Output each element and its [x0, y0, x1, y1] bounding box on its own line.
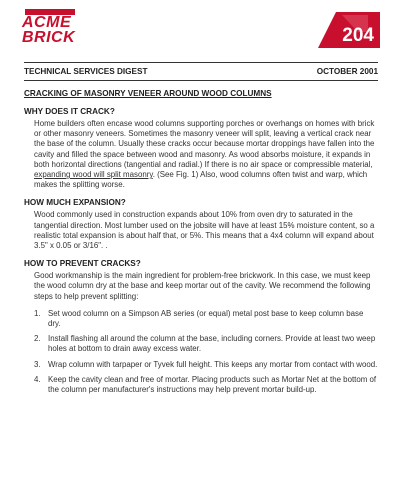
section-text-why: [34, 119, 378, 190]
section-heading-prevent: HOW TO PREVENT CRACKS?: [24, 259, 141, 269]
digest-number-badge: [318, 12, 380, 48]
step-number: 3.: [34, 359, 41, 369]
header-row: [24, 67, 378, 76]
step-number: 1.: [34, 308, 41, 318]
section-text-how-much: Wood commonly used in construction expands about 10% from oven dry to saturated in the tangential direction. Most lumber used on the jobsite will have at least 15% moisture content, so a realistic total expansion is about half that, or 5%. This means that a 4x4 column will expand about 3.5" x 0.05 or 3/16". .: [34, 210, 375, 251]
prevention-steps-list: [24, 309, 378, 395]
document-body: [24, 106, 378, 400]
why-text-underlined: expanding wood will split masonry: [34, 170, 153, 180]
digest-number: 204: [342, 25, 374, 46]
step-number: 2.: [34, 334, 41, 344]
acme-brick-logo: [22, 9, 88, 45]
list-item: [34, 308, 378, 329]
step-text: Set wood column on a Simpson AB series (or equal) metal post base to keep column base dry.: [48, 308, 364, 329]
logo-line-1: ACME: [22, 14, 72, 31]
step-number: 4.: [34, 374, 41, 384]
list-item: [34, 359, 378, 370]
why-text-part-1: Home builders often encase wood columns supporting porches or overhangs on homes with brick or other masonry veneers. Sometimes the masonry veneer will split, leaving a vertical crack near the base of the column. Usually these cracks occur because mortar droppings have fallen into the cavity and filled the space between wood and masonry. As wood absorbs moisture, it expands in both horizontal directions (tangential and radial.) If there is no air space or compressible material,: [34, 119, 375, 169]
section-text-prevent: Good workmanship is the main ingredient for problem-free brickwork. In this case, we must keep the wood column dry at the base and keep mortar out of the cavity. We recommend the following steps to help prevent splitting:: [34, 271, 371, 301]
section-heading-how-much: HOW MUCH EXPANSION?: [24, 198, 126, 208]
digest-date: OCTOBER 2001: [316, 67, 378, 76]
why-text-part-2: . (See Fig. 1) Also, wood columns often twist and warp, which makes the splitting worse.: [34, 170, 368, 190]
list-item: [34, 334, 378, 354]
logo-line-2: BRICK: [22, 29, 76, 46]
section-heading-why: WHY DOES IT CRACK?: [24, 107, 115, 116]
list-item: [34, 374, 378, 395]
step-text: Install flashing all around the column at the base, including corners. Provide at least two weep holes at bottom to drain away excess water.: [48, 334, 376, 354]
step-text: Wrap column with tarpaper or Tyvek full height. This keeps any mortar from contact with wood.: [48, 359, 378, 369]
header-rule-top: [24, 62, 378, 63]
document-title: CRACKING OF MASONRY VENEER AROUND WOOD COLUMNS: [24, 89, 272, 98]
step-text: Keep the cavity clean and free of mortar. Placing products such as Mortar Net at the bottom of the column per manufacturer's instructions may help prevent mortar build-up.: [48, 374, 377, 395]
digest-name: TECHNICAL SERVICES DIGEST: [24, 67, 148, 76]
header-rule-bottom: [24, 80, 378, 81]
